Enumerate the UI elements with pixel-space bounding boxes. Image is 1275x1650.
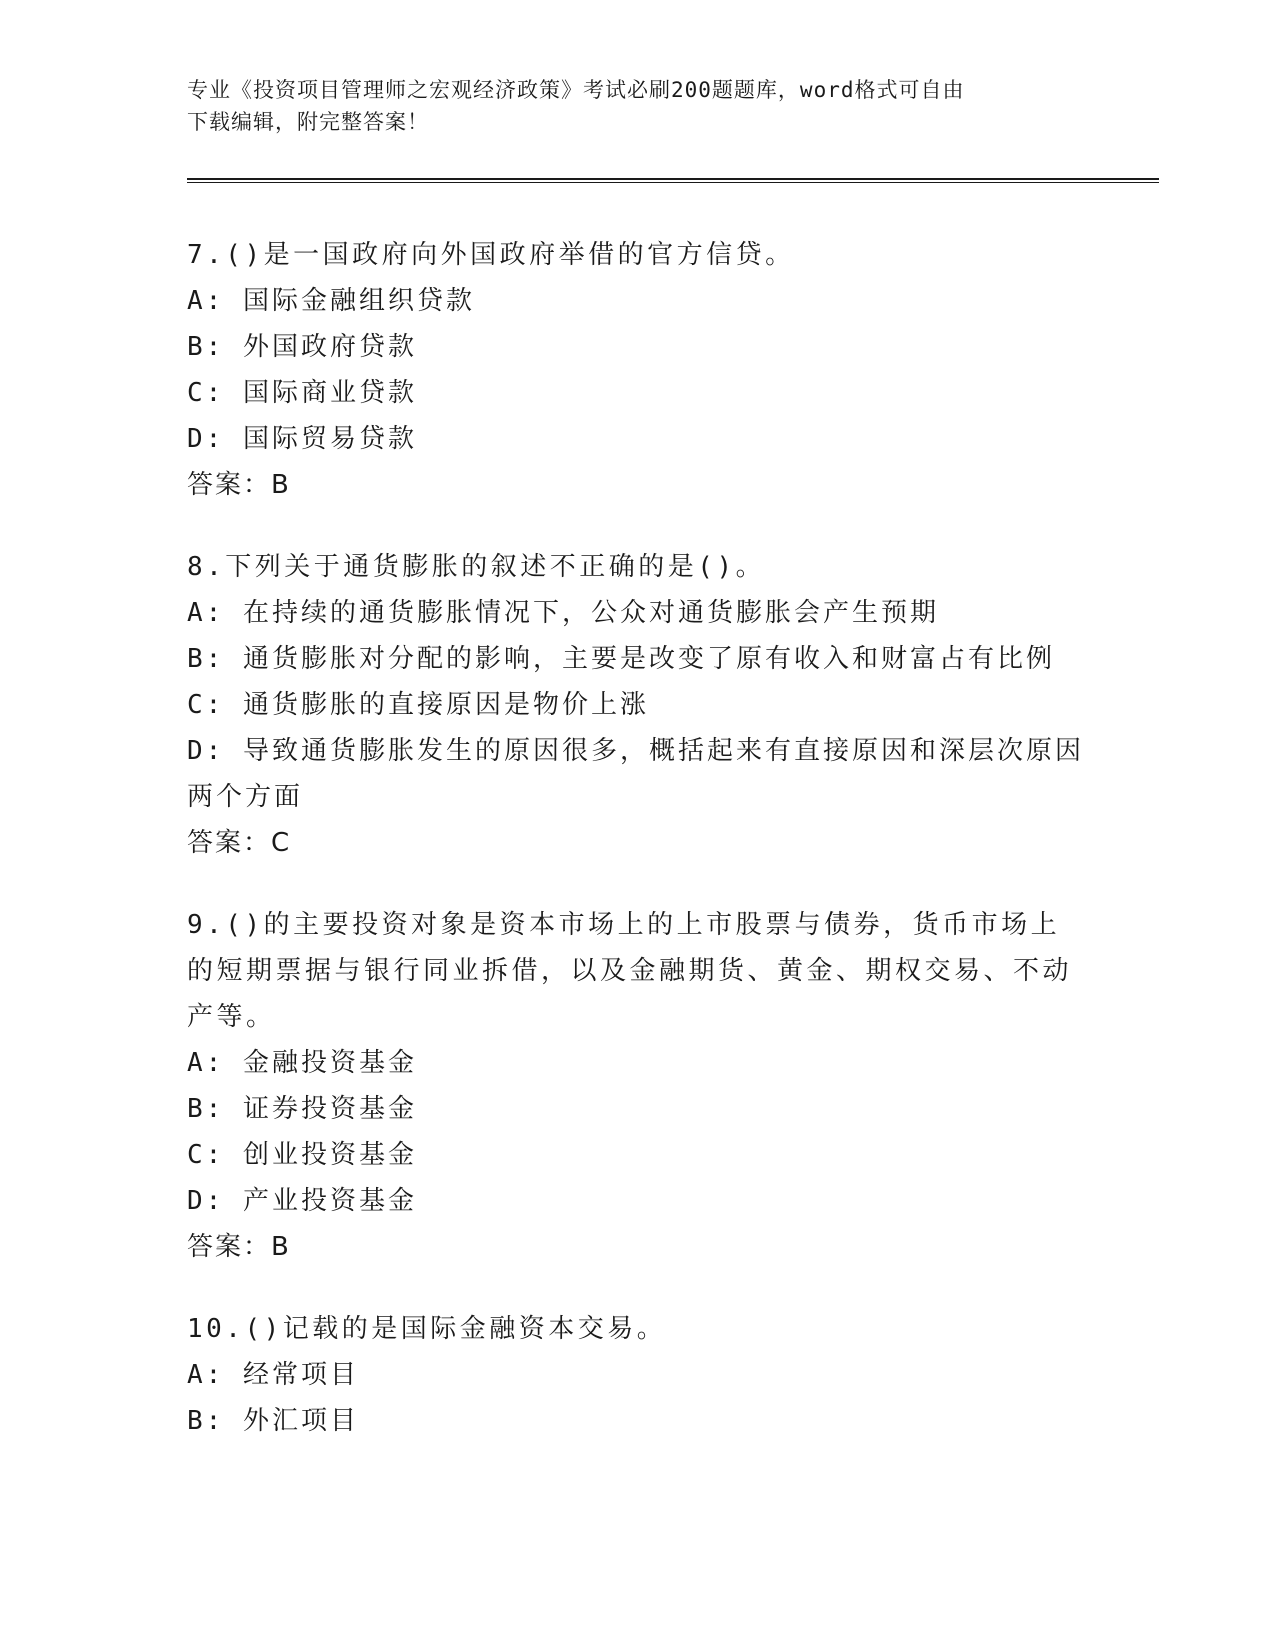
answer-label: 答案：B [187,470,291,500]
option-a: A: 国际金融组织贷款 [187,286,475,316]
question-8 [187,544,1087,866]
question-7 [187,232,1087,508]
answer-label: 答案：B [187,1232,291,1262]
question-9 [187,902,1087,1270]
option-c: C: 创业投资基金 [187,1140,417,1170]
document-header [187,74,1087,138]
question-stem: 10.()记载的是国际金融资本交易。 [187,1314,667,1344]
answer-label: 答案：C [187,828,292,858]
option-b: B: 外汇项目 [187,1406,359,1436]
option-b: B: 通货膨胀对分配的影响，主要是改变了原有收入和财富占有比例 [187,644,1055,674]
question-stem: 9.()的主要投资对象是资本市场上的上市股票与债券，货币市场上的短期票据与银行同业拆借，以及金融期货、黄金、期权交易、不动产等。 [187,910,1073,1032]
question-10 [187,1306,1087,1444]
option-d: D: 国际贸易贷款 [187,424,417,454]
option-b: B: 证券投资基金 [187,1094,417,1124]
header-line-1: 专业《投资项目管理师之宏观经济政策》考试必刷200题题库，word格式可自由 [187,78,965,102]
option-c: C: 通货膨胀的直接原因是物价上涨 [187,690,649,720]
option-a: A: 金融投资基金 [187,1048,417,1078]
option-d: D: 产业投资基金 [187,1186,417,1216]
question-stem: 8.下列关于通货膨胀的叙述不正确的是()。 [187,552,766,582]
option-a: A: 经常项目 [187,1360,359,1390]
question-list [187,232,1087,1480]
question-stem: 7.()是一国政府向外国政府举借的官方信贷。 [187,240,795,270]
header-line-2: 下载编辑，附完整答案！ [187,110,429,134]
option-a: A: 在持续的通货膨胀情况下，公众对通货膨胀会产生预期 [187,598,939,628]
option-c: C: 国际商业贷款 [187,378,417,408]
option-b: B: 外国政府贷款 [187,332,417,362]
option-d: D: 导致通货膨胀发生的原因很多，概括起来有直接原因和深层次原因两个方面 [187,736,1084,812]
header-divider [187,178,1159,183]
